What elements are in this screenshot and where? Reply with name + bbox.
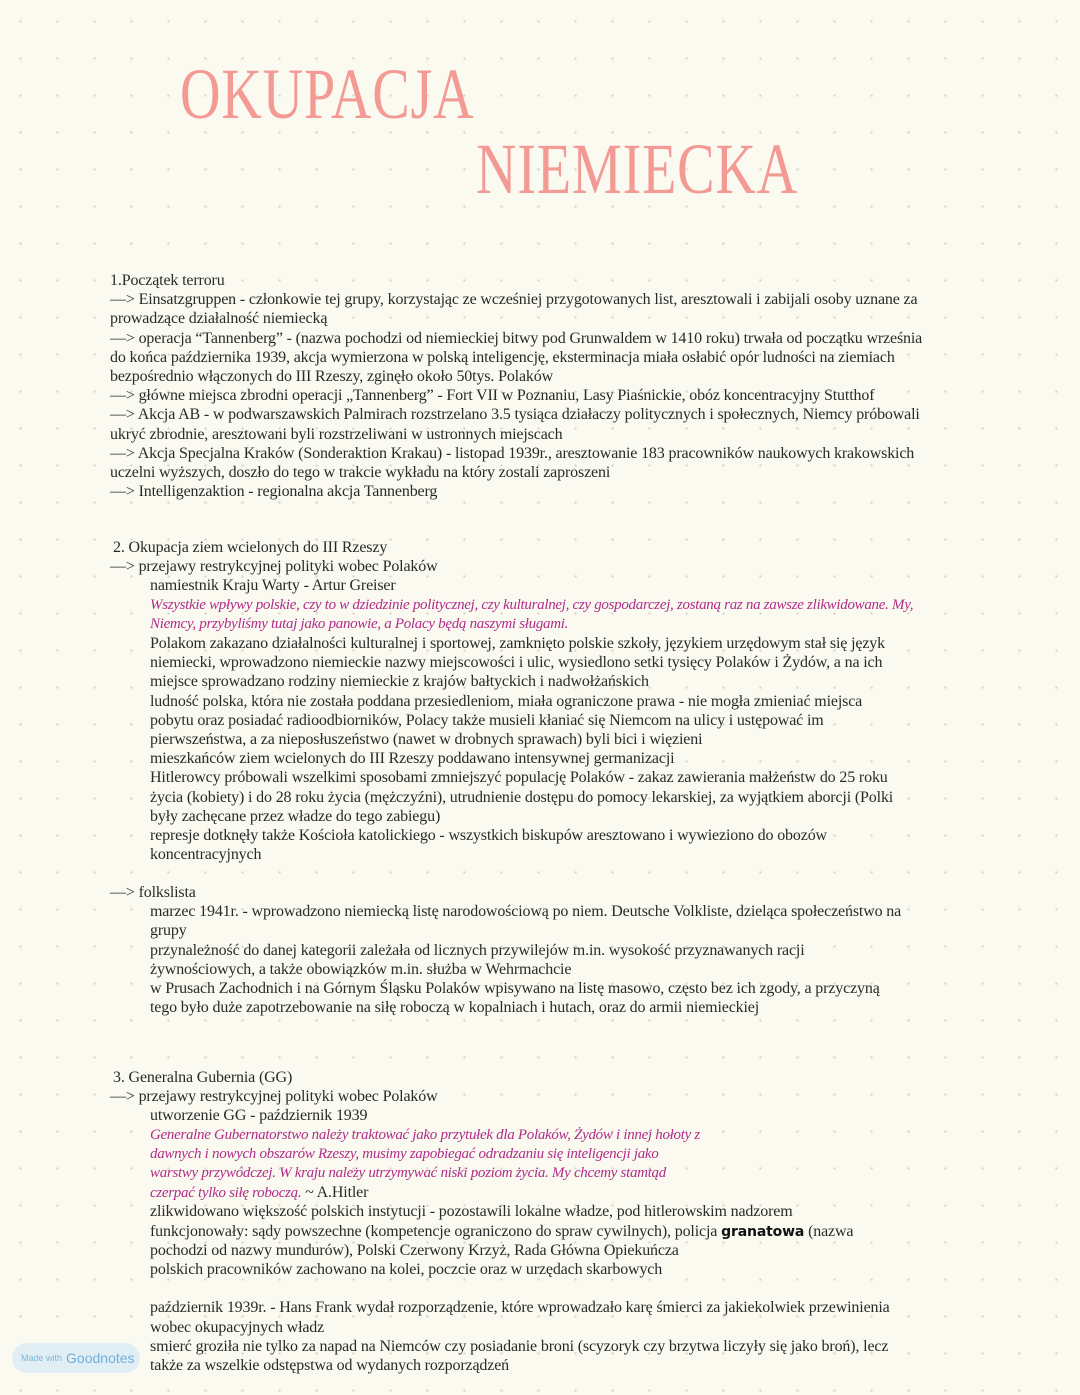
note-line: koncentracyjnych <box>150 846 262 864</box>
note-line: mieszkańców ziem wcielonych do III Rzeszy poddawano intensywnej germanizacji <box>150 750 675 768</box>
section-heading: 1.Początek terroru <box>110 272 225 289</box>
note-line: miejsce sprowadzano rodziny niemieckie z krajów bałtyckich i nadwołżańskich <box>150 673 649 691</box>
note-line: —> Akcja Specjalna Kraków (Sonderaktion Krakau) - listopad 1939r., aresztowanie 183 pracowników naukowych krakowskich <box>110 444 915 462</box>
note-line: —> Intelligenzaktion - regionalna akcja Tannenberg <box>110 483 438 501</box>
goodnotes-badge <box>12 1343 140 1373</box>
note-line: represje dotknęły także Kościoła katolickiego - wszystkich biskupów aresztowano i wywieziono do obozów <box>150 827 827 844</box>
note-line: niemiecki, wprowadzono niemieckie nazwy miejscowości i ulic, wysiedlono setki tysięcy Polaków i Żydów, a na ich <box>150 654 883 672</box>
note-line: —> przejawy restrykcyjnej polityki wobec Polaków <box>110 558 438 576</box>
note-line: tego było duże zapotrzebowanie na siłę roboczą w kopalniach i hutach, oraz do armii niemieckiej <box>150 999 760 1017</box>
section-heading: 3. Generalna Gubernia (GG) <box>113 1069 293 1086</box>
note-line: także za wszelkie odstępstwa od wydanych rozporządzeń <box>150 1357 510 1374</box>
made-with-label: Made with <box>21 1353 63 1363</box>
note-line: w Prusach Zachodnich i na Górnym Śląsku Polaków wpisywano na listę masowo, często bez ich zgody, a przyczyną <box>150 980 880 997</box>
note-line: —> operacja “Tannenberg” - (nazwa pochodzi od niemieckiej bitwy pod Grunwaldem w 1410 roku) trwała od początku września <box>110 329 923 347</box>
note-line: zlikwidowano większość polskich instytucji - pozostawili lokalne władze, pod hitlerowskim nadzorem <box>150 1203 793 1221</box>
note-line: smierć groziła nie tylko za napad na Niemców czy posiadanie broni (scyzoryk czy brzytwa liczyły się jako broń), lecz <box>150 1337 889 1355</box>
text-segment: (nazwa <box>804 1222 854 1240</box>
note-line: pochodzi od nazwy mundurów), Polski Czerwony Krzyż, Rada Główna Opiekuńcza <box>150 1241 679 1259</box>
quote-line: dawnych i nowych obszarów Rzeszy, musimy zapobiegać odradzaniu się inteligencji jako <box>150 1145 659 1162</box>
note-line: prowadzące działalność niemiecką <box>110 310 328 328</box>
note-line: —> Einsatzgruppen - członkowie tej grupy, korzystając ze wcześniej przygotowanych list, aresztowali i zabijali osoby uznane za <box>110 291 918 309</box>
note-line: uczelni wyższych, doszło do tego w trakcie wykładu na który zostali zaproszeni <box>110 464 611 481</box>
note-line: utworzenie GG - październik 1939 <box>150 1107 368 1125</box>
quote-text: czerpać tylko siłę roboczą. <box>150 1185 302 1202</box>
note-line: październik 1939r. - Hans Frank wydał rozporządzenie, które wprowadzało karę śmierci za jakiekolwiek przewinienia <box>150 1299 890 1317</box>
title-line-1: OKUPACJA <box>180 54 475 134</box>
note-line: do końca października 1939, akcja wymierzona w polską inteligencję, eksterminacja miała osłabić opór ludności na ziemiach <box>110 348 895 366</box>
quote-line: Generalne Gubernatorstwo należy traktować jako przytułek dla Polaków, Żydów i innej hołoty z <box>150 1126 700 1143</box>
quote-line: warstwy przywódczej. W kraju należy utrzymywać niski poziom życia. My chcemy stamtąd <box>150 1165 666 1181</box>
note-line: —> folkslista <box>110 884 196 901</box>
note-line: —> główne miejsca zbrodni operacji „Tannenberg” - Fort VII w Poznaniu, Lasy Piaśnickie, obóz koncentracyjny Stutthof <box>110 387 875 405</box>
note-line: pobytu oraz posiadać radioodbiorników, Polacy także musieli kłaniać się Niemcom na ulicy i ustępować im <box>150 711 824 729</box>
note-line: —> przejawy restrykcyjnej polityki wobec Polaków <box>110 1088 438 1106</box>
note-line: były zachęcane przez władze do tego zabiegu) <box>150 807 441 825</box>
note-line: —> Akcja AB - w podwarszawskich Palmirach rozstrzelano 3.5 tysiąca działaczy politycznych i społecznych, Niemcy próbowali <box>110 406 920 424</box>
text-segment: funkcjonowały: sądy powszechne (kompetencje ograniczono do spraw cywilnych), policja <box>150 1222 722 1240</box>
title-line-2: NIEMIECKA <box>476 129 799 209</box>
note-line <box>150 1183 368 1203</box>
note-line: Polakom zakazano działalności kulturalnej i sportowej, zamknięto polskie szkoły, językiem urzędowym stał się język <box>150 635 885 652</box>
note-line: ludność polska, która nie została poddana przesiedleniom, miała ograniczone prawa - nie mogła zmieniać miejsca <box>150 692 863 710</box>
note-line: grupy <box>150 922 187 940</box>
note-line: pierwszeństwa, a za nieposłuszeństwo (nawet w drobnych sprawach) byli bici i więzieni <box>150 731 703 748</box>
note-line: namiestnik Kraju Warty - Artur Greiser <box>150 577 396 595</box>
note-line: bezpośrednio włączonych do III Rzeszy, zginęło około 50tys. Polaków <box>110 368 554 385</box>
note-line: polskich pracowników zachowano na kolei, poczcie oraz w urzędach skarbowych <box>150 1261 663 1278</box>
note-line: Hitlerowcy próbowali wszelkimi sposobami zmniejszyć populację Polaków - zakaz zawierania małżeństw do 25 roku <box>150 769 888 787</box>
note-line: wobec okupacyjnych władz <box>150 1318 325 1336</box>
note-line <box>150 1222 853 1242</box>
bold-term: granatowa <box>721 1223 805 1240</box>
section-heading: 2. Okupacja ziem wcielonych do III Rzeszy <box>113 539 388 556</box>
text-segment: ~ A.Hitler <box>301 1184 369 1202</box>
note-line: żywnościowych, a także obowiązków m.in. służba w Wehrmachcie <box>150 960 572 978</box>
quote-line: Wszystkie wpływy polskie, czy to w dziedzinie politycznej, czy kulturalnej, czy gospodarczej, zostaną raz na zawsze zlikwidowane. My, <box>150 596 914 613</box>
note-line: życia (kobiety) i do 28 roku życia (mężczyźni), utrudnienie dostępu do pomocy lekarskiej, za wyjątkiem aborcji (Polki <box>150 788 894 806</box>
note-line: przynależność do danej kategorii zależała od licznych przywilejów m.in. wysokość przyznawanych racji <box>150 941 805 959</box>
note-line: marzec 1941r. - wprowadzono niemiecką listę narodowościową po niem. Deutsche Volkliste, dzieląca społeczeństwo na <box>150 903 902 921</box>
goodnotes-logo: Goodnotes <box>66 1350 135 1366</box>
quote-line: Niemcy, przybyliśmy tutaj jako panowie, a Polacy będą naszymi sługami. <box>150 615 569 632</box>
note-line: ukryć zbrodnie, aresztowani byli rozstrzeliwani w ustronnych miejscach <box>110 425 563 443</box>
